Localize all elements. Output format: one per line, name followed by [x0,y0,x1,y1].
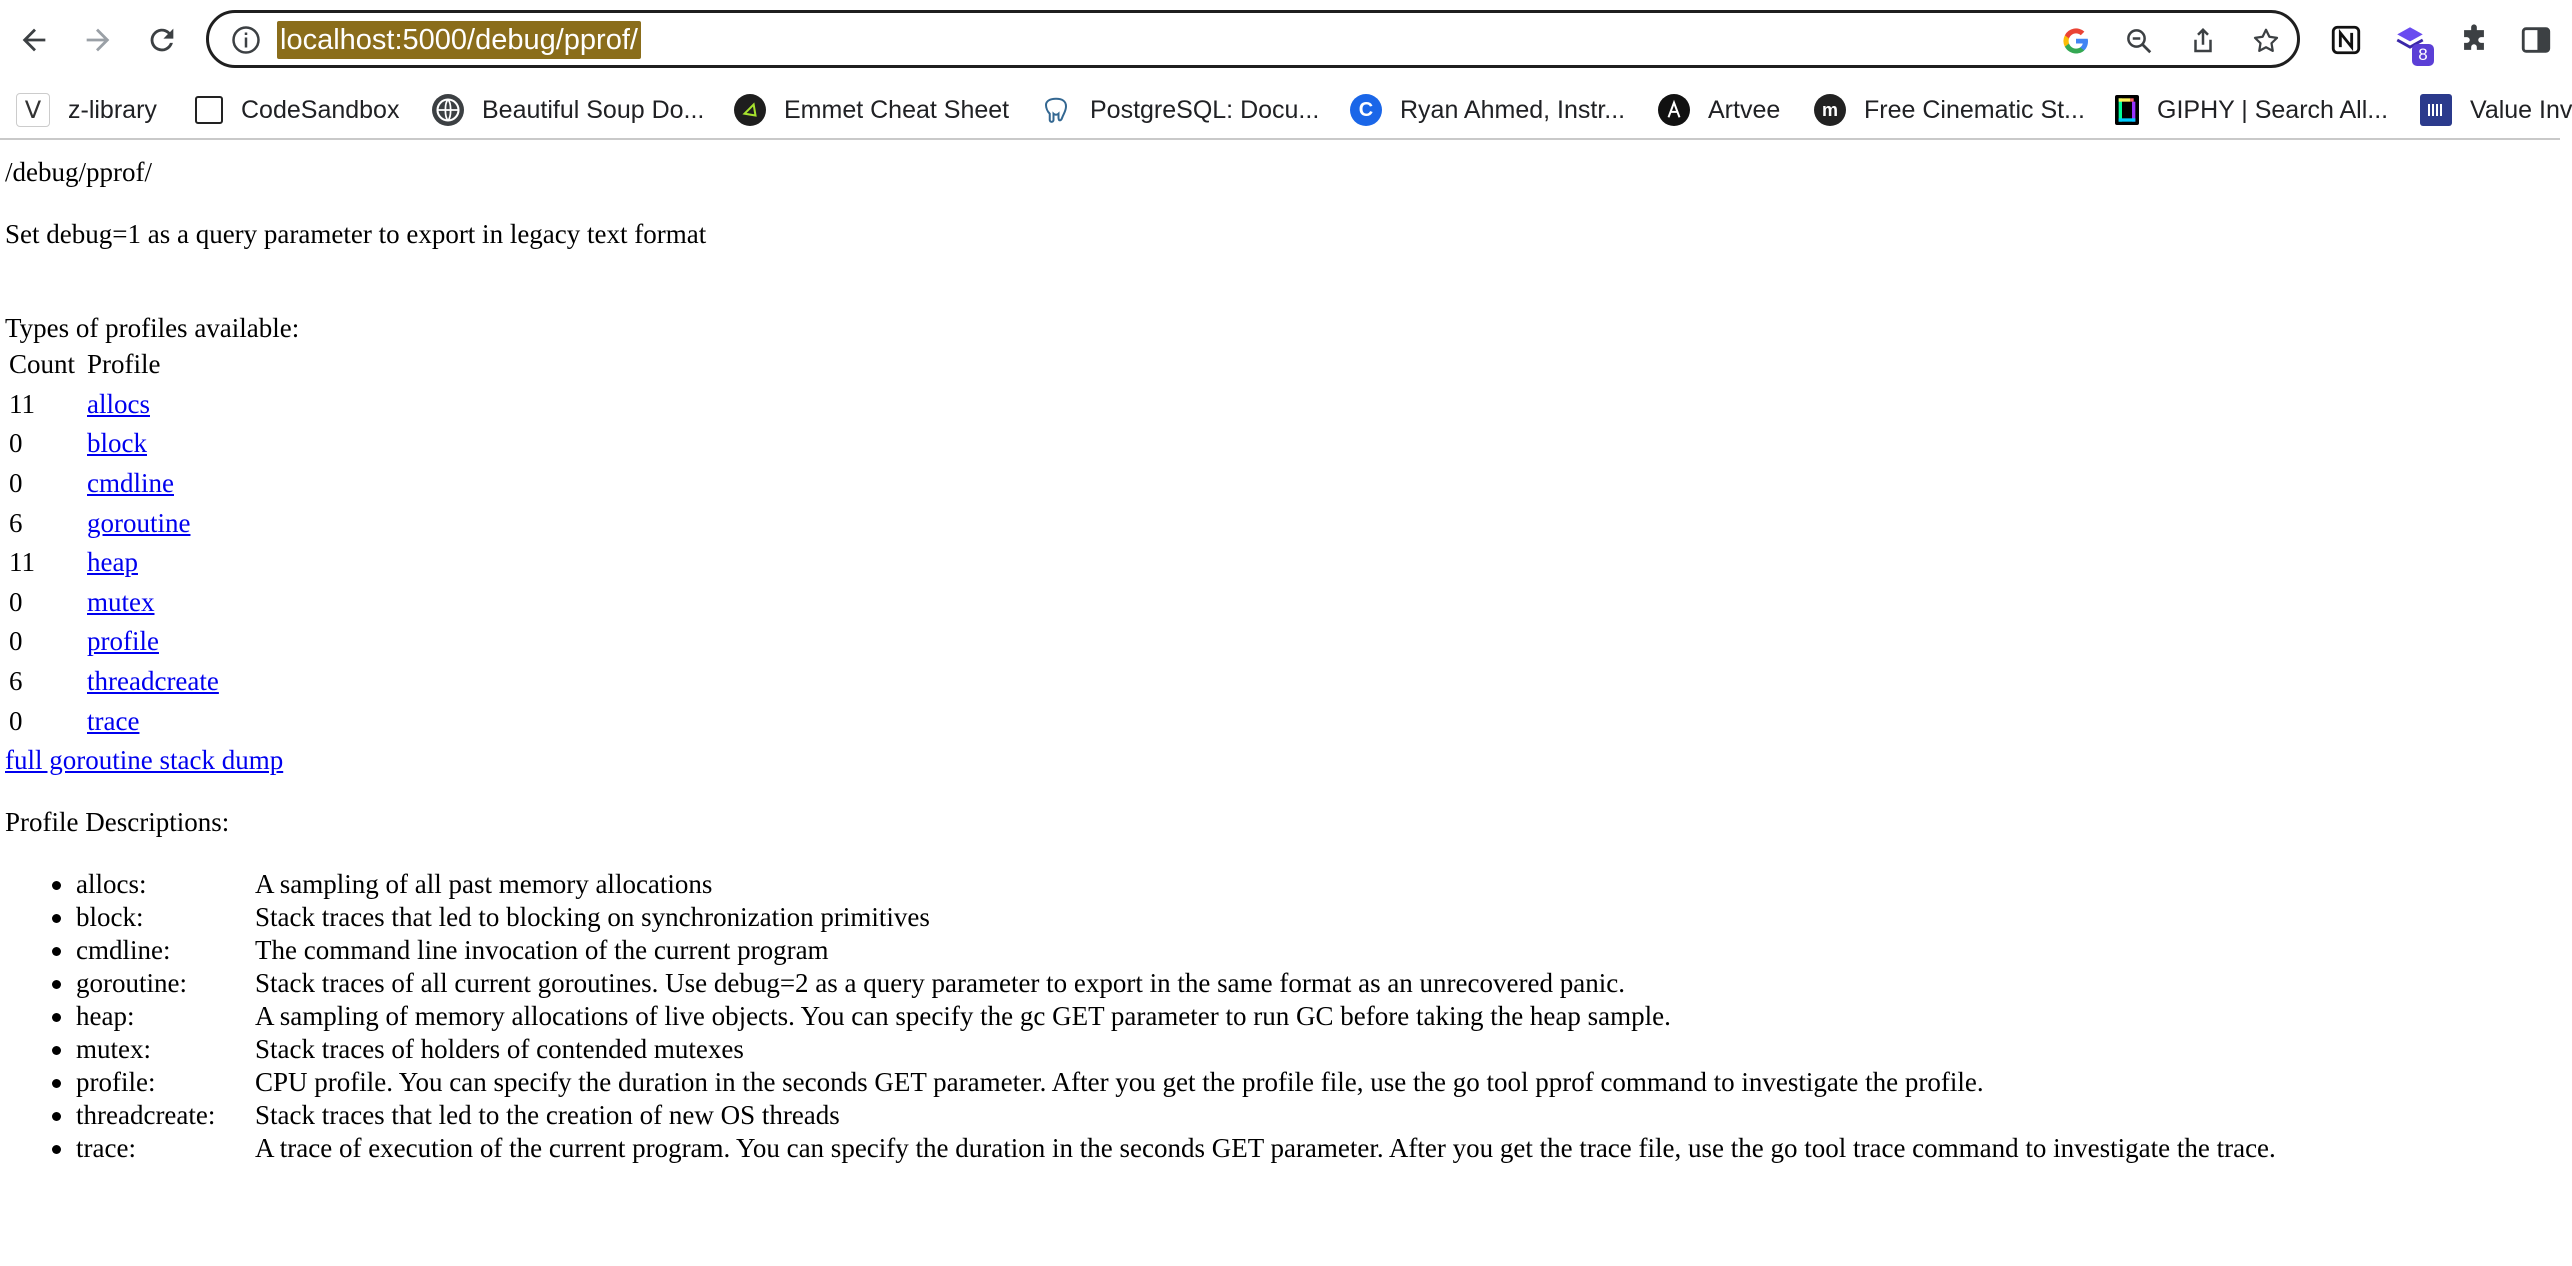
description-name: allocs: [76,869,147,899]
description-name: threadcreate: [76,1100,216,1130]
profile-cell [83,424,223,464]
dump-link-container [5,744,283,776]
profile-cell [83,543,223,583]
description-text: Stack traces that led to the creation of new OS threads [255,1100,840,1130]
profile-link-threadcreate[interactable]: threadcreate [87,666,219,697]
bookmark-giphy[interactable] [2115,88,2388,132]
reload-button[interactable] [142,20,182,60]
bookmark-label: Beautiful Soup Do... [482,95,705,124]
profile-link-block[interactable]: block [87,428,147,459]
info-icon[interactable] [231,25,261,55]
goroutine-dump-link[interactable]: full goroutine stack dump [5,745,284,775]
zoom-button[interactable] [2122,24,2156,58]
google-g-icon [2061,26,2091,56]
notion-extension-button[interactable] [2326,20,2366,60]
emmet-icon [734,94,766,126]
description-name: cmdline: [76,935,171,965]
bookmark-free-cinematic[interactable] [1814,88,2085,132]
share-icon [2188,26,2218,56]
description-name: heap: [76,1001,135,1031]
extensions-button[interactable] [2454,20,2494,60]
bullet [52,1013,61,1022]
profile-link-cmdline[interactable]: cmdline [87,468,174,499]
profile-count: 0 [9,428,23,459]
table-row [5,662,223,702]
arrow-right-icon [81,23,115,57]
bookmark-label: Artvee [1708,95,1781,124]
puzzle-icon [2457,23,2491,57]
profile-count: 6 [9,666,23,697]
descriptions-heading: Profile Descriptions: [5,807,230,837]
page-content [0,140,2560,1266]
profile-count: 11 [9,388,35,419]
bookmark-ryan-ahmed[interactable] [1350,88,1625,132]
giphy-icon [2115,95,2139,125]
bookmark-z-library[interactable] [16,88,157,132]
bookmark-star-button[interactable] [2249,24,2283,58]
forward-button[interactable] [78,20,118,60]
bookmark-label: GIPHY | Search All... [2157,95,2389,124]
profile-count: 0 [9,705,23,736]
bookmark-label: CodeSandbox [241,95,400,124]
bookmark-postgresql[interactable] [1040,88,1319,132]
profile-cell [83,622,223,662]
profile-link-mutex[interactable]: mutex [87,586,155,617]
description-text: Stack traces of all current goroutines. Use debug=2 as a query parameter to export in the same format as an unrecovered panic. [255,968,1625,998]
stacks-extension-button[interactable] [2390,20,2430,64]
profile-cell [83,385,223,425]
artvee-icon [1658,94,1690,126]
bullet [52,1046,61,1055]
description-text: Stack traces of holders of contended mutexes [255,1034,744,1064]
share-button[interactable] [2186,24,2220,58]
bookmark-emmet[interactable] [734,88,1009,132]
description-text: A sampling of memory allocations of live objects. You can specify the gc GET parameter to run GC before taking the heap sample. [255,1001,1671,1031]
profile-column-header: Profile [87,349,161,380]
google-lens-button[interactable] [2059,24,2093,58]
table-row [5,543,223,583]
profile-count: 11 [9,547,35,578]
bullet [52,914,61,923]
description-name: profile: [76,1067,156,1097]
types-heading: Types of profiles available: [5,313,300,343]
profile-cell [83,583,223,623]
count-column-header: Count [9,349,76,380]
profile-count: 0 [9,468,23,499]
bookmark-codesandbox[interactable] [195,88,399,132]
side-panel-icon [2519,23,2553,57]
browser-toolbar [0,0,2560,80]
bullet [52,881,61,890]
bookmarks-bar [0,80,2572,140]
zoom-out-icon [2124,26,2154,56]
description-text: A trace of execution of the current program. You can specify the duration in the seconds GET parameter. After you get the trace file, use the go tool trace command to investigate the trace. [255,1133,2276,1163]
table-row [5,583,223,623]
bookmark-beautiful-soup[interactable] [432,88,704,132]
description-text: A sampling of all past memory allocations [255,869,713,899]
description-text: Stack traces that led to blocking on synchronization primitives [255,902,930,932]
table-row [5,503,223,543]
profile-count: 6 [9,507,23,538]
bullet [52,947,61,956]
table-row [5,701,223,741]
table-row [5,622,223,662]
table-row [5,464,223,504]
profile-link-allocs[interactable]: allocs [87,388,150,419]
bookmark-artvee[interactable] [1658,88,1780,132]
table-header-row [5,345,223,385]
bookmark-label: PostgreSQL: Docu... [1090,95,1320,124]
profile-link-profile[interactable]: profile [87,626,159,657]
profile-count: 0 [9,586,23,617]
bookmark-label: Free Cinematic St... [1864,95,2085,124]
description-text: CPU profile. You can specify the duration in the seconds GET parameter. After you get the profile file, use the go tool pprof command to investigate the profile. [255,1067,1984,1097]
bookmark-label: Value Inv [2470,95,2572,124]
bullet [52,1079,61,1088]
codesandbox-icon [195,96,223,124]
m-letter-icon: m [1814,94,1846,126]
profile-cell [83,503,223,543]
description-name: block: [76,902,144,932]
star-icon [2251,26,2281,56]
table-row [5,424,223,464]
profile-link-heap[interactable]: heap [87,547,138,578]
globe-icon [432,94,464,126]
profile-link-trace[interactable]: trace [87,705,140,736]
profiles-table [5,345,223,741]
bookmark-label: Ryan Ahmed, Instr... [1400,95,1626,124]
bullet [52,980,61,989]
postgresql-icon [1040,94,1072,126]
profile-count: 0 [9,626,23,657]
address-bar[interactable] [206,10,2300,68]
description-name: trace: [76,1133,136,1163]
url-text[interactable]: localhost:5000/debug/pprof/ [277,21,641,59]
c-letter-icon: C [1350,94,1382,126]
table-row [5,385,223,425]
page-path: /debug/pprof/ [5,157,152,187]
profile-cell [83,662,223,702]
bookmark-label: z-library [68,95,157,124]
profile-cell [83,464,223,504]
profile-link-goroutine[interactable]: goroutine [87,507,191,538]
bookmark-value-inv[interactable] [2420,88,2572,132]
arrow-left-icon [17,23,51,57]
description-name: mutex: [76,1034,151,1064]
side-panel-button[interactable] [2516,20,2556,60]
z-library-icon: Ⅴ [16,93,50,127]
description-text: The command line invocation of the current program [255,935,829,965]
bookmark-label: Emmet Cheat Sheet [784,95,1010,124]
description-name: goroutine: [76,968,187,998]
bullet [52,1112,61,1121]
extension-badge: 8 [2412,44,2434,66]
profile-cell [83,701,223,741]
back-button[interactable] [14,20,54,60]
value-icon [2420,94,2452,126]
bullet [52,1145,61,1154]
notion-icon [2329,23,2363,57]
debug-hint: Set debug=1 as a query parameter to export in legacy text format [5,219,707,249]
reload-icon [145,23,179,57]
